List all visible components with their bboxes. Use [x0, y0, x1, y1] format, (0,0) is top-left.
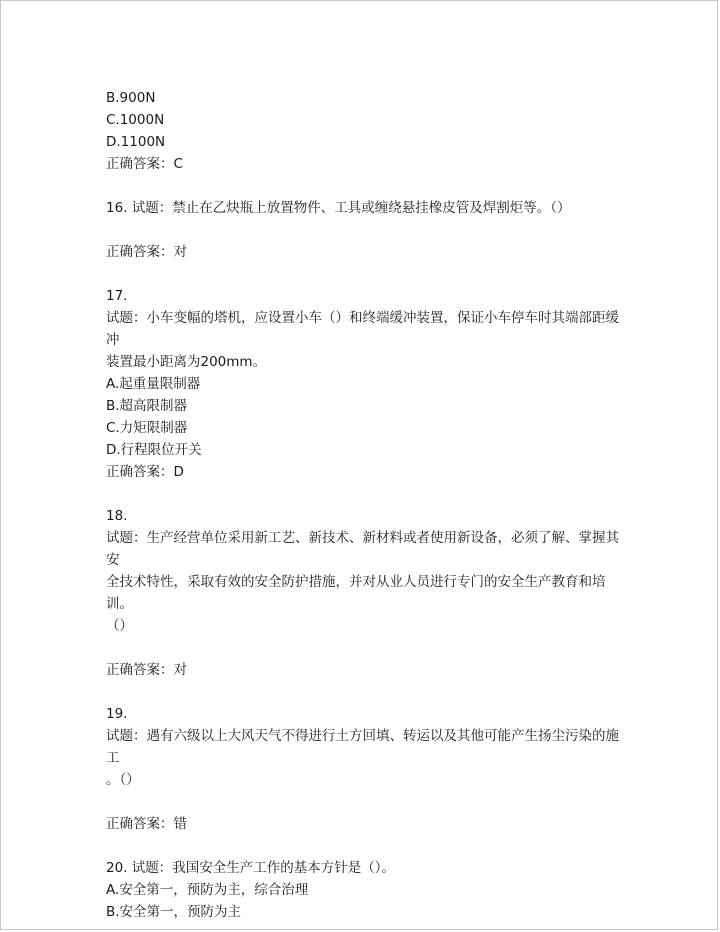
option-b: B.900N	[106, 90, 156, 106]
option-a: A.安全第一，预防为主，综合治理	[106, 882, 309, 898]
answer: 正确答案：错	[106, 816, 187, 832]
question-18	[106, 505, 626, 681]
question-number: 18.	[106, 508, 128, 524]
question-number: 17.	[106, 288, 128, 304]
question-19	[106, 703, 626, 835]
answer: 正确答案：对	[106, 662, 187, 678]
question-15	[106, 87, 626, 175]
option-c: C.1000N	[106, 112, 165, 128]
question-text-line-3: （）	[106, 618, 133, 634]
question-16	[106, 197, 626, 263]
option-d: D.行程限位开关	[106, 442, 202, 458]
option-a: A.起重量限制器	[106, 376, 201, 392]
question-20	[106, 857, 626, 923]
answer: 正确答案：D	[106, 464, 184, 480]
answer: 正确答案：C	[106, 156, 183, 172]
question-text: 16. 试题：禁止在乙炔瓶上放置物件、工具或缠绕悬挂橡皮管及焊割炬等。（）	[106, 200, 571, 216]
question-text-line-2: 全技术特性，采取有效的安全防护措施，并对从业人员进行专门的安全生产教育和培训。	[106, 574, 606, 612]
question-17	[106, 285, 626, 483]
question-number: 19.	[106, 706, 128, 722]
question-text-line-1: 试题：小车变幅的塔机，应设置小车（）和终端缓冲装置，保证小车停车时其端部距缓冲	[106, 310, 619, 348]
answer: 正确答案：对	[106, 244, 187, 260]
question-text-line-1: 试题：生产经营单位采用新工艺、新技术、新材料或者使用新设备，必须了解、掌握其安	[106, 530, 619, 568]
question-text-line-2: 装置最小距离为200mm。	[106, 354, 267, 370]
option-d: D.1100N	[106, 134, 166, 150]
question-text-line-1: 试题：遇有六级以上大风天气不得进行土方回填、转运以及其他可能产生扬尘污染的施工	[106, 728, 619, 766]
question-text: 20. 试题：我国安全生产工作的基本方针是（）。	[106, 860, 396, 876]
question-text-line-2: 。（）	[106, 772, 140, 788]
question-list	[106, 87, 626, 923]
option-b: B.安全第一，预防为主	[106, 904, 242, 920]
option-c: C.力矩限制器	[106, 420, 188, 436]
option-b: B.超高限制器	[106, 398, 188, 414]
